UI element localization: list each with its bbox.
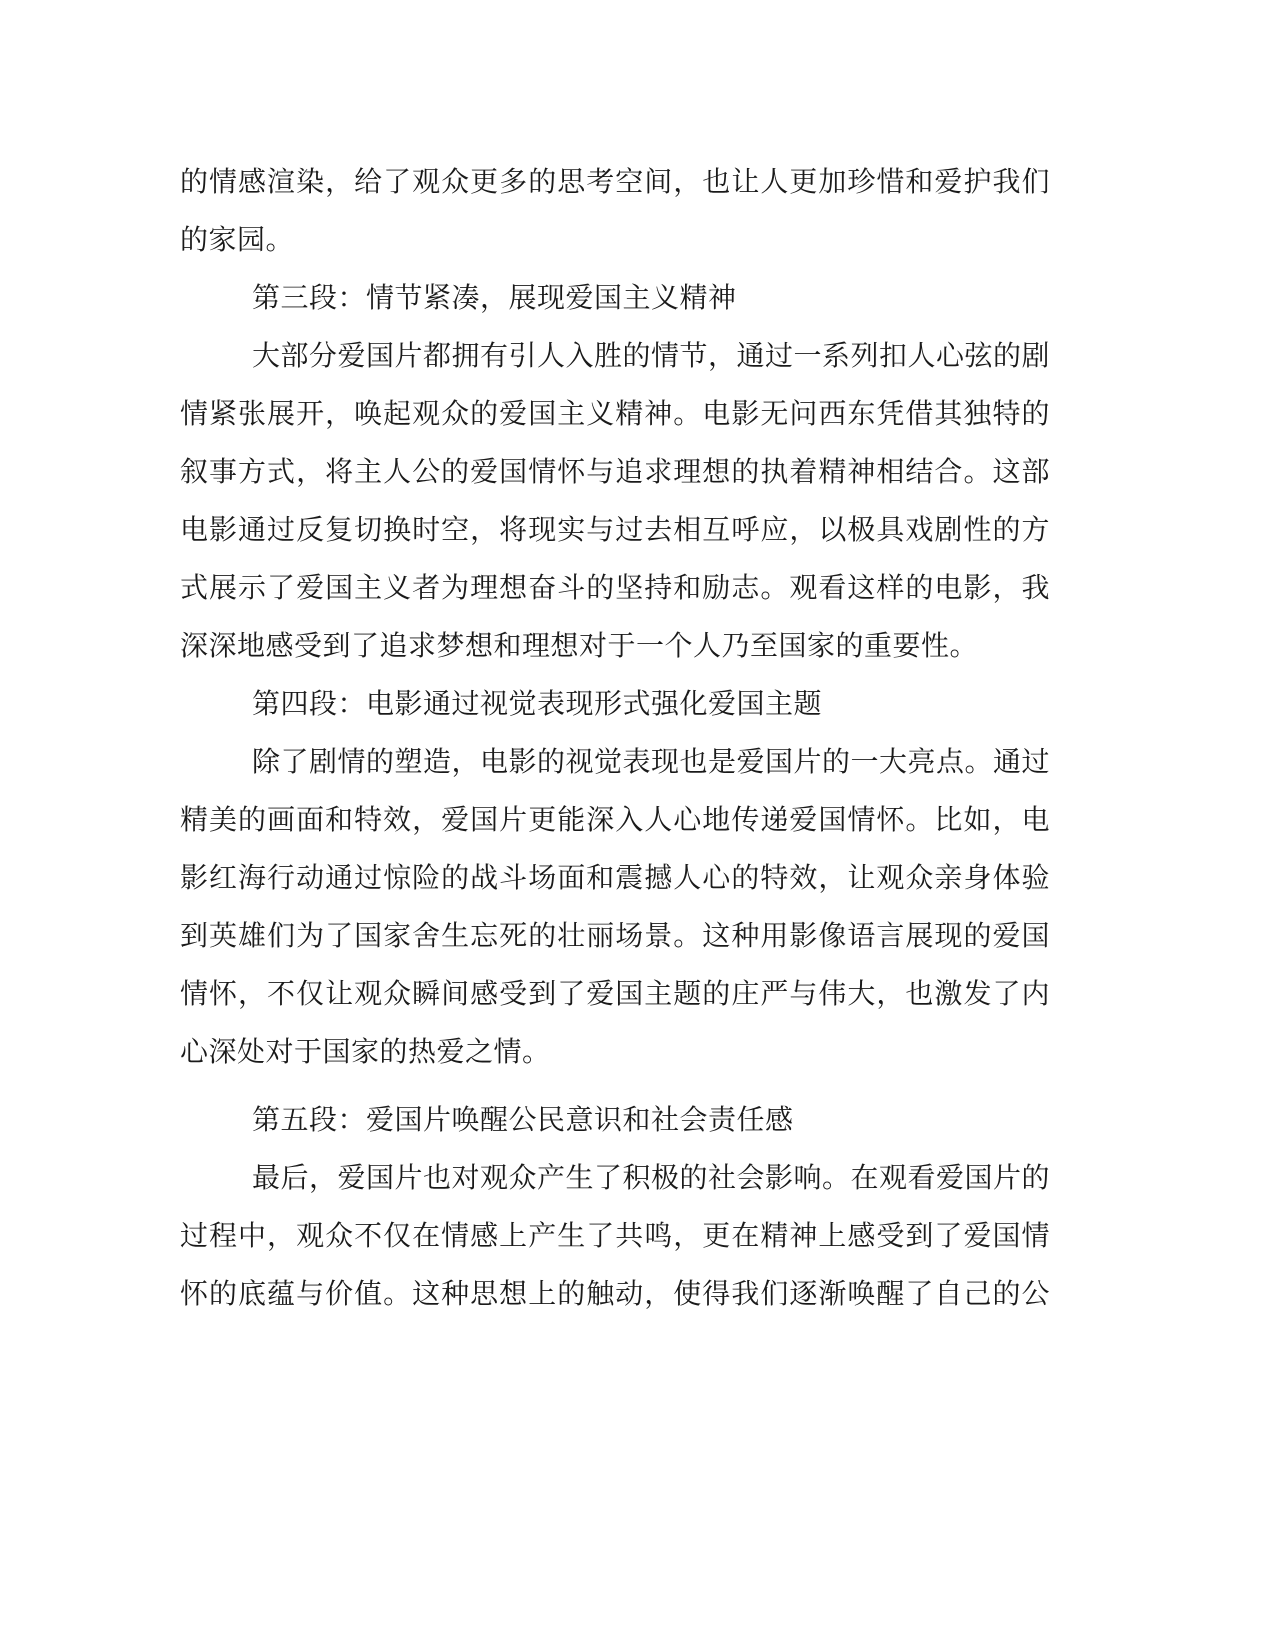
text-line: 到英雄们为了国家舍生忘死的壮丽场景。这种用影像语言展现的爱国 [180, 919, 1050, 952]
section-heading-5: 第五段：爱国片唤醒公民意识和社会责任感 [252, 1103, 794, 1136]
text-line: 除了剧情的塑造，电影的视觉表现也是爱国片的一大亮点。通过 [252, 745, 1050, 778]
section-heading-3: 第三段：情节紧凑，展现爱国主义精神 [252, 281, 737, 314]
text-line: 大部分爱国片都拥有引人入胜的情节，通过一系列扣人心弦的剧 [252, 339, 1050, 372]
text-line: 最后，爱国片也对观众产生了积极的社会影响。在观看爱国片的 [252, 1161, 1050, 1194]
section-heading-4: 第四段：电影通过视觉表现形式强化爱国主题 [252, 687, 823, 720]
text-line: 心深处对于国家的热爱之情。 [180, 1035, 551, 1068]
text-line: 情紧张展开，唤起观众的爱国主义精神。电影无问西东凭借其独特的 [180, 397, 1050, 430]
text-line: 影红海行动通过惊险的战斗场面和震撼人心的特效，让观众亲身体验 [180, 861, 1050, 894]
text-line: 过程中，观众不仅在情感上产生了共鸣，更在精神上感受到了爱国情 [180, 1219, 1050, 1252]
text-line: 的情感渲染，给了观众更多的思考空间，也让人更加珍惜和爱护我们 [180, 165, 1050, 198]
text-line: 叙事方式，将主人公的爱国情怀与追求理想的执着精神相结合。这部 [180, 455, 1050, 488]
text-line: 精美的画面和特效，爱国片更能深入人心地传递爱国情怀。比如，电 [180, 803, 1050, 836]
text-line: 深深地感受到了追求梦想和理想对于一个人乃至国家的重要性。 [180, 629, 979, 662]
text-line: 怀的底蕴与价值。这种思想上的触动，使得我们逐渐唤醒了自己的公 [180, 1277, 1050, 1310]
text-line: 式展示了爱国主义者为理想奋斗的坚持和励志。观看这样的电影，我 [180, 571, 1050, 604]
text-line: 电影通过反复切换时空，将现实与过去相互呼应，以极具戏剧性的方 [180, 513, 1050, 546]
text-line: 情怀，不仅让观众瞬间感受到了爱国主题的庄严与伟大，也激发了内 [180, 977, 1050, 1010]
text-line: 的家园。 [180, 223, 295, 256]
